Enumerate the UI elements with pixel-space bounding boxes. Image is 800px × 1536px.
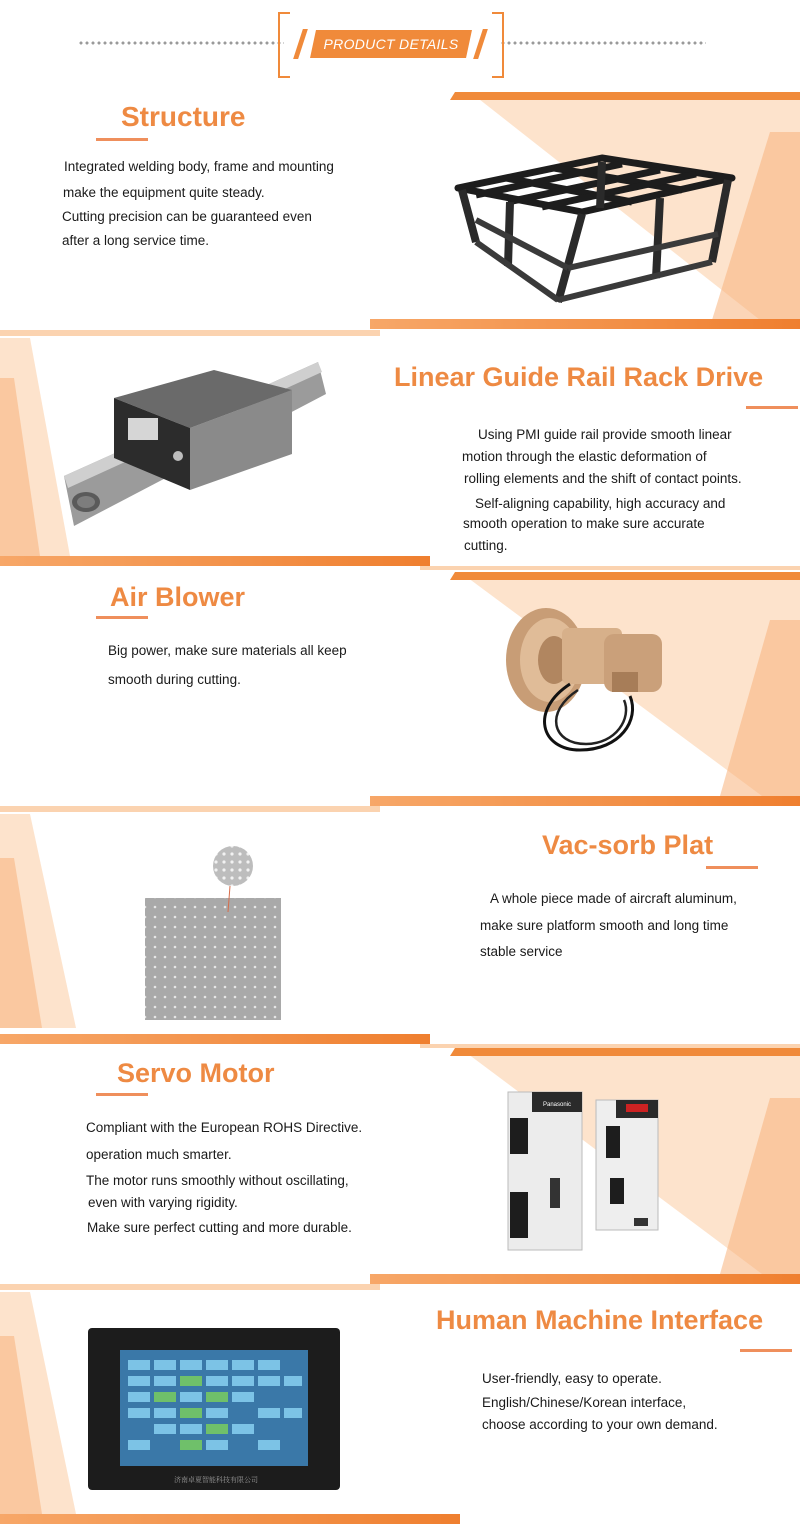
- vac-sorb-title: Vac-sorb Plat: [542, 830, 714, 860]
- vacuum-plate-image: [140, 842, 290, 1024]
- linear-guide-line: smooth operation to make sure accurate: [463, 516, 705, 531]
- servo-motor-line: operation much smarter.: [86, 1147, 232, 1162]
- hmi-footer-text: 济南卓夏智能科技有限公司: [174, 1476, 258, 1484]
- section-stripe: [0, 1514, 460, 1524]
- hmi-title: Human Machine Interface: [436, 1305, 764, 1335]
- hmi-line: User-friendly, easy to operate.: [482, 1371, 662, 1386]
- linear-guide-line: motion through the elastic deformation of: [462, 449, 707, 464]
- servo-motor-title: Servo Motor: [117, 1058, 275, 1088]
- structure-line: make the equipment quite steady.: [63, 185, 265, 200]
- header-dots-right: [500, 41, 706, 45]
- structure-title-underline: [96, 138, 148, 141]
- section-stripe-thin: [0, 806, 380, 812]
- servo-brand-label: Panasonic: [542, 1102, 572, 1108]
- structure-line: after a long service time.: [62, 233, 210, 248]
- vac-sorb-line: A whole piece made of aircraft aluminum,: [490, 891, 737, 906]
- servo-motor-title-underline: [96, 1093, 148, 1096]
- vac-sorb-line: make sure platform smooth and long time: [480, 918, 729, 933]
- section-stripe: [0, 1034, 430, 1044]
- linear-guide-title: Linear Guide Rail Rack Drive: [394, 362, 764, 392]
- linear-guide-line: Self-aligning capability, high accuracy and: [475, 496, 726, 511]
- hmi-line: choose according to your own demand.: [482, 1417, 718, 1432]
- section-stripe: [0, 556, 430, 566]
- air-blower-line: Big power, make sure materials all keep: [108, 643, 347, 658]
- air-blower-title: Air Blower: [110, 582, 246, 612]
- servo-motor-line: Compliant with the European ROHS Directive.: [86, 1120, 363, 1135]
- header-dots-left: [78, 41, 284, 45]
- structure-title: Structure: [121, 101, 246, 132]
- section-stripe-thin: [0, 330, 380, 336]
- header-frame-gap-bottom: [290, 72, 492, 82]
- air-blower-title-underline: [96, 616, 148, 619]
- linear-guide-rail-image: [60, 358, 330, 534]
- servo-driver-image: [500, 1088, 668, 1254]
- section-stripe: [370, 796, 800, 806]
- structure-line: Integrated welding body, frame and mounting: [64, 159, 334, 174]
- section-stripe: [370, 319, 800, 329]
- steel-frame-image: [450, 150, 740, 308]
- servo-motor-line: The motor runs smoothly without oscillating,: [86, 1173, 349, 1188]
- vac-sorb-title-underline: [706, 866, 758, 869]
- section-stripe-thin: [0, 1284, 380, 1290]
- linear-guide-line: rolling elements and the shift of contact points.: [464, 471, 742, 486]
- hmi-title-underline: [740, 1349, 792, 1352]
- hmi-panel-image: [86, 1326, 342, 1492]
- air-blower-image: [500, 600, 672, 760]
- vac-sorb-line: stable service: [480, 944, 563, 959]
- linear-guide-line: cutting.: [464, 538, 508, 553]
- servo-motor-line: even with varying rigidity.: [88, 1195, 238, 1210]
- header-label: PRODUCT DETAILS: [323, 36, 459, 52]
- servo-motor-line: Make sure perfect cutting and more durable.: [87, 1220, 352, 1235]
- air-blower-line: smooth during cutting.: [108, 672, 241, 687]
- header-frame-gap: [290, 8, 492, 18]
- linear-guide-title-underline: [746, 406, 798, 409]
- structure-line: Cutting precision can be guaranteed even: [62, 209, 312, 224]
- linear-guide-line: Using PMI guide rail provide smooth linear: [478, 427, 732, 442]
- hmi-line: English/Chinese/Korean interface,: [482, 1395, 687, 1410]
- section-stripe: [370, 1274, 800, 1284]
